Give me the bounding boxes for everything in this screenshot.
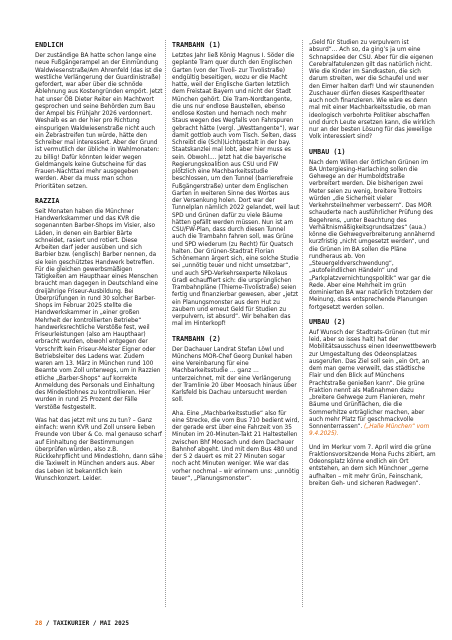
paragraph: Was hat das jetzt mit uns zu tun? – Ganz einfach: wenn KVR und Zoll unsere lieben Freunde von Uber & Co. mal genauso scharf auf Einhaltung der Bestimmungen überprüfen würden, also z.B. Rückkehrpflicht und Mindestlohn, dann sähe die Taxiwelt in München anders aus. Aber das Leben ist bekanntlich kein Wunschkonzert. Leider. [35, 417, 163, 482]
paragraph: „Geld für Studien zu verpulvern ist absurd“… Ach so, da ging’s ja um eine Schnapsidee der CSU. Aber für die eigenen Cerebralfatulenzen gilt das natürlich nicht. Wie die Kinder im Sandkasten, die sich darum streiten, wer die Schaufel und wer den Eimer halten darf! Und wir staunenden Zuschauer dürfen dieses Kasperltheater auch noch finanzieren. Wie wäre es denn mal mit einer Machbarkeitsstudie, ob man ideologisch verbohrte Politiker abschaffen und durch Leute ersetzen kann, die wirklich nur an der besten Lösung für das jeweilige Volk interessiert sind? [309, 40, 435, 141]
section-heading: TRAMBAHN (2) [172, 334, 221, 343]
column-divider [302, 40, 303, 607]
column-left [35, 40, 163, 489]
section-continuation [309, 40, 437, 142]
section-umbau-2 [309, 318, 437, 488]
paragraph: Nach dem Willen der örtlichen Grünen im BA Untergiesing-Harlaching sollen die Gehwege an der Humboldtstraße verbreitert werden. Die bisherigen zwei Meter seien zu wenig, breitere Trottoirs würden „die Sicherheit vieler Verkehrsteilnehmer verbessern“. Das MOR schauderte nach ausführlicher Prüfung des Begehrens, „unter Beachtung des Verhältnismäßigkeitsgrundsatzes“ (aua.) könne die Gehwegverbreiterung annähernd kurzfristig „nicht umgesetzt werden“, und die Grünen im BA sollen die Pläne rundheraus ab. Von „Steuergeldverschwendung“, „autofeindlichen Händeln“ und „Parkplatzvernichtungspolitik“ war gar die Rede. Aber eine Mehrheit im grün dominierten BA war natürlich trotzdem der Meinung, dass entsprechende Planungen fortgesetzt werden sollen. [309, 159, 435, 311]
section-heading: UMBAU (2) [309, 317, 346, 326]
paragraph: Der Dachauer Landrat Stefan Löwl und Münchens MOR-Chef Georg Dunkel haben eine Vereinbarung für eine Machbarkeitsstudie … ganz … unterzeichnet, mit der eine Verlängerung der Tramlinie 20 über Moosach hinaus über Karlsfeld bis Dachau untersucht werden soll. [172, 346, 297, 404]
paragraph: Aha. Eine „Machbarkeitsstudie“ also für eine Strecke, die vom Bus 710 bedient wird, der gerade erst über eine Fahrzeit von 35 Minuten im 20-Minuten-Takt 21 Haltestellen zwischen Bhf Moosach und dem Dachauer Bahnhof abgeht. Und mit dem Bus 480 und der S 2 dauert es mit 27 Minuten sogar noch acht Minuten weniger. Wie war das vorher nochmal – wir erinnern uns: „unnötig teuer“, „Planungsmonster“. [172, 410, 300, 482]
paragraph: Seit Monaten haben die Münchner Handwerkskammer und das KVR die sogenannten Barber-Shops im Visier, also Läden, in denen ein Barbier Bärte schneidet, rasiert und rotiert. Diese Arbeiten darf jeder ausüben und sich Barbier bzw. (englisch) Barber nennen, da sie kein geschütztes Handwerk betreffen. Für die gleichen gewerbsmäßigen Tätigkeiten am Haupthaar eines Menschen braucht man dagegen in Deutschland eine dreijährige Friseur-Ausbildung. Bei Überprüfungen in rund 30 solcher Barber-Shops im Februar 2025 stellte die Handwerkskammer in „einer großen Mehrheit der kontrollierten Betriebe“ handwerksrechtliche Verstöße fest, weil Friseurleistungen (also am Haupthaar) erbracht wurden, obwohl entgegen der Vorschrift kein Friseur-Meister Eigner oder Betriebsleiter des Ladens war. Zudem waren am 13. März in München rund 100 Beamte vom Zoll unterwegs, um in Razzien etliche „Barber-Shops“ auf korrekte Anmeldung des Personals und Einhaltung des Mindestlohnes zu kontrollieren. Hier wurden in rund 25 Prozent der Fälle Verstöße festgestellt. [35, 208, 161, 411]
column-divider [165, 40, 166, 607]
column-middle [172, 40, 300, 489]
section-umbau-1 [309, 148, 437, 312]
quote-source: („Halle München“ vom 9.4.2025). [309, 424, 430, 438]
paragraph-text: Auf Wunsch der Stadtrats-Grünen (tut mir leid, aber so isses halt) hat der Mobilitätsausschuss einen Ideenwettbewerb zur Umgestaltung des Odeonsplatzes ausgerufen. Das Ziel soll sein „ein Ort, an dem man gerne verweilt, das städtische Flair und den Blick auf Münchens Prachtstraße genießen kann“. Die grüne Fraktion nennt als Maßnahmen dazu „breitere Gehwege zum Flanieren, mehr Bäume und Grünflächen, die die Sommerhitze erträglicher machen, aber auch mehr Platz für geschmackvolle Sonnenterrassen“. [309, 329, 437, 430]
section-trambahn-2 [172, 335, 300, 484]
page-number: 28 [35, 620, 43, 627]
section-razzia [35, 197, 163, 483]
section-trambahn-1 [172, 41, 300, 329]
page-footer [35, 620, 129, 627]
section-heading: RAZZIA [35, 196, 60, 205]
section-endlich [35, 41, 163, 191]
section-heading: TRAMBAHN (1) [172, 41, 221, 49]
section-heading: ENDLICH [35, 41, 64, 49]
paragraph: Der zuständige BA hatte schon lange eine neue Fußgängerampel an der Einmündung Waldwiesenstraße/Am Ahrenfeld (das ist die westliche Verlängerung der Guardinistraße) gefordert, war aber über die schnöde Ablehnung aus Kostengründen empört. Jetzt hat unser ÖB Dieter Reiter ein Machtwort gesprochen und seine Behörden zum Bau der Ampel bis Frühjahr 2026 verdonnert. Weshalb es an der hier pro Richtung einspurigen Waldwiesenstraße nicht auch ein Zebrastreifen tun würde, hätte den Schreiber mal interessiert. Aber der Grund ist vermutlich der übliche in Wahlmonaten: zu billig! Dafür könnten leider wegen Geldmangels keine Gutscheine für das Frauen-Nachttaxi mehr ausgegeben werden. Aber da muss man schon Prioritäten setzen. [35, 53, 163, 190]
paragraph [309, 330, 437, 439]
publication-name: / TAXIKURIER / MAI 2025 [45, 620, 129, 627]
section-heading: UMBAU (1) [309, 147, 346, 156]
paragraph: Und im Merkur vom 7. April wird die grüne Fraktionsvorsitzende Mona Fuchs zitiert, am Odeonsplatz könne endlich ein Ort entstehen, an dem sich Münchner „gerne aufhalten – mit mehr Grün, Feinschank, breiten Geh- und sicheren Radwegen“. [309, 444, 436, 487]
column-right [309, 40, 437, 494]
paragraph: Letztes Jahr ließ König Magnus I. Söder die geplante Tram quer durch den Englischen Garten (von der Tivoli- zur Tivolistraße) endgültig beseitigen, wozu er die Macht hatte, weil der Englische Garten letztlich dem Freistaat Bayern und nicht der Stadt München gehört. Die Tram-Nordtangente, die uns nur endlose Baustellen, ebenso endlose Kosten und hernach noch mehr Staus wegen des Wegfalls von Fahrspuren gebracht hätte (vergl. „Westtangente“), war damit gottlob auch vom Tisch. Selten, dass Schreibt die (Schl)Lichtgestalt in der bay. Staatskanzlei mal lobt, aber hier muss es sein. Obwohl.... Jetzt hat die bayerische Regierungskoalition aus CSU und FW plötzlich eine Machbarkeitsstudie beschlossen, um den Tunnel (barrierefreie Fußgängerstraße) unter dem Englischen Garten in weiteren Sinne des Wortes aus der Versenkung holen. Dort war der Tunnelplan nämlich 2022 gelandet, weil laut SPD und Grünen dafür zu viele Bäume hätten gefällt werden müssen. Nun ist am CSU/FW-Plan, dass durch diesen Tunnel auch die Trambahn fahren soll, was Grüne und SPD wiederum (zu Recht) für Quatsch halten. Der Grünen-Stadtrat Florian Schönemann ärgert sich, eine solche Studie sei „unnötig teuer und nicht umsetzbar“, und auch SPD-Verkehrsexperte Nikolaus Gradl echauffiert sich: die ursprünglichen Trambahnpläne (Thieme-Tivolistraße) seien fertig und finanzierbar gewesen, aber „jetzt ein Planungsmonster aus dem Hut zu zaubern und erneut Geld für Studien zu verpulvern, ist absurd“. Wir behalten das mal im Hinterkopf! [172, 53, 300, 328]
